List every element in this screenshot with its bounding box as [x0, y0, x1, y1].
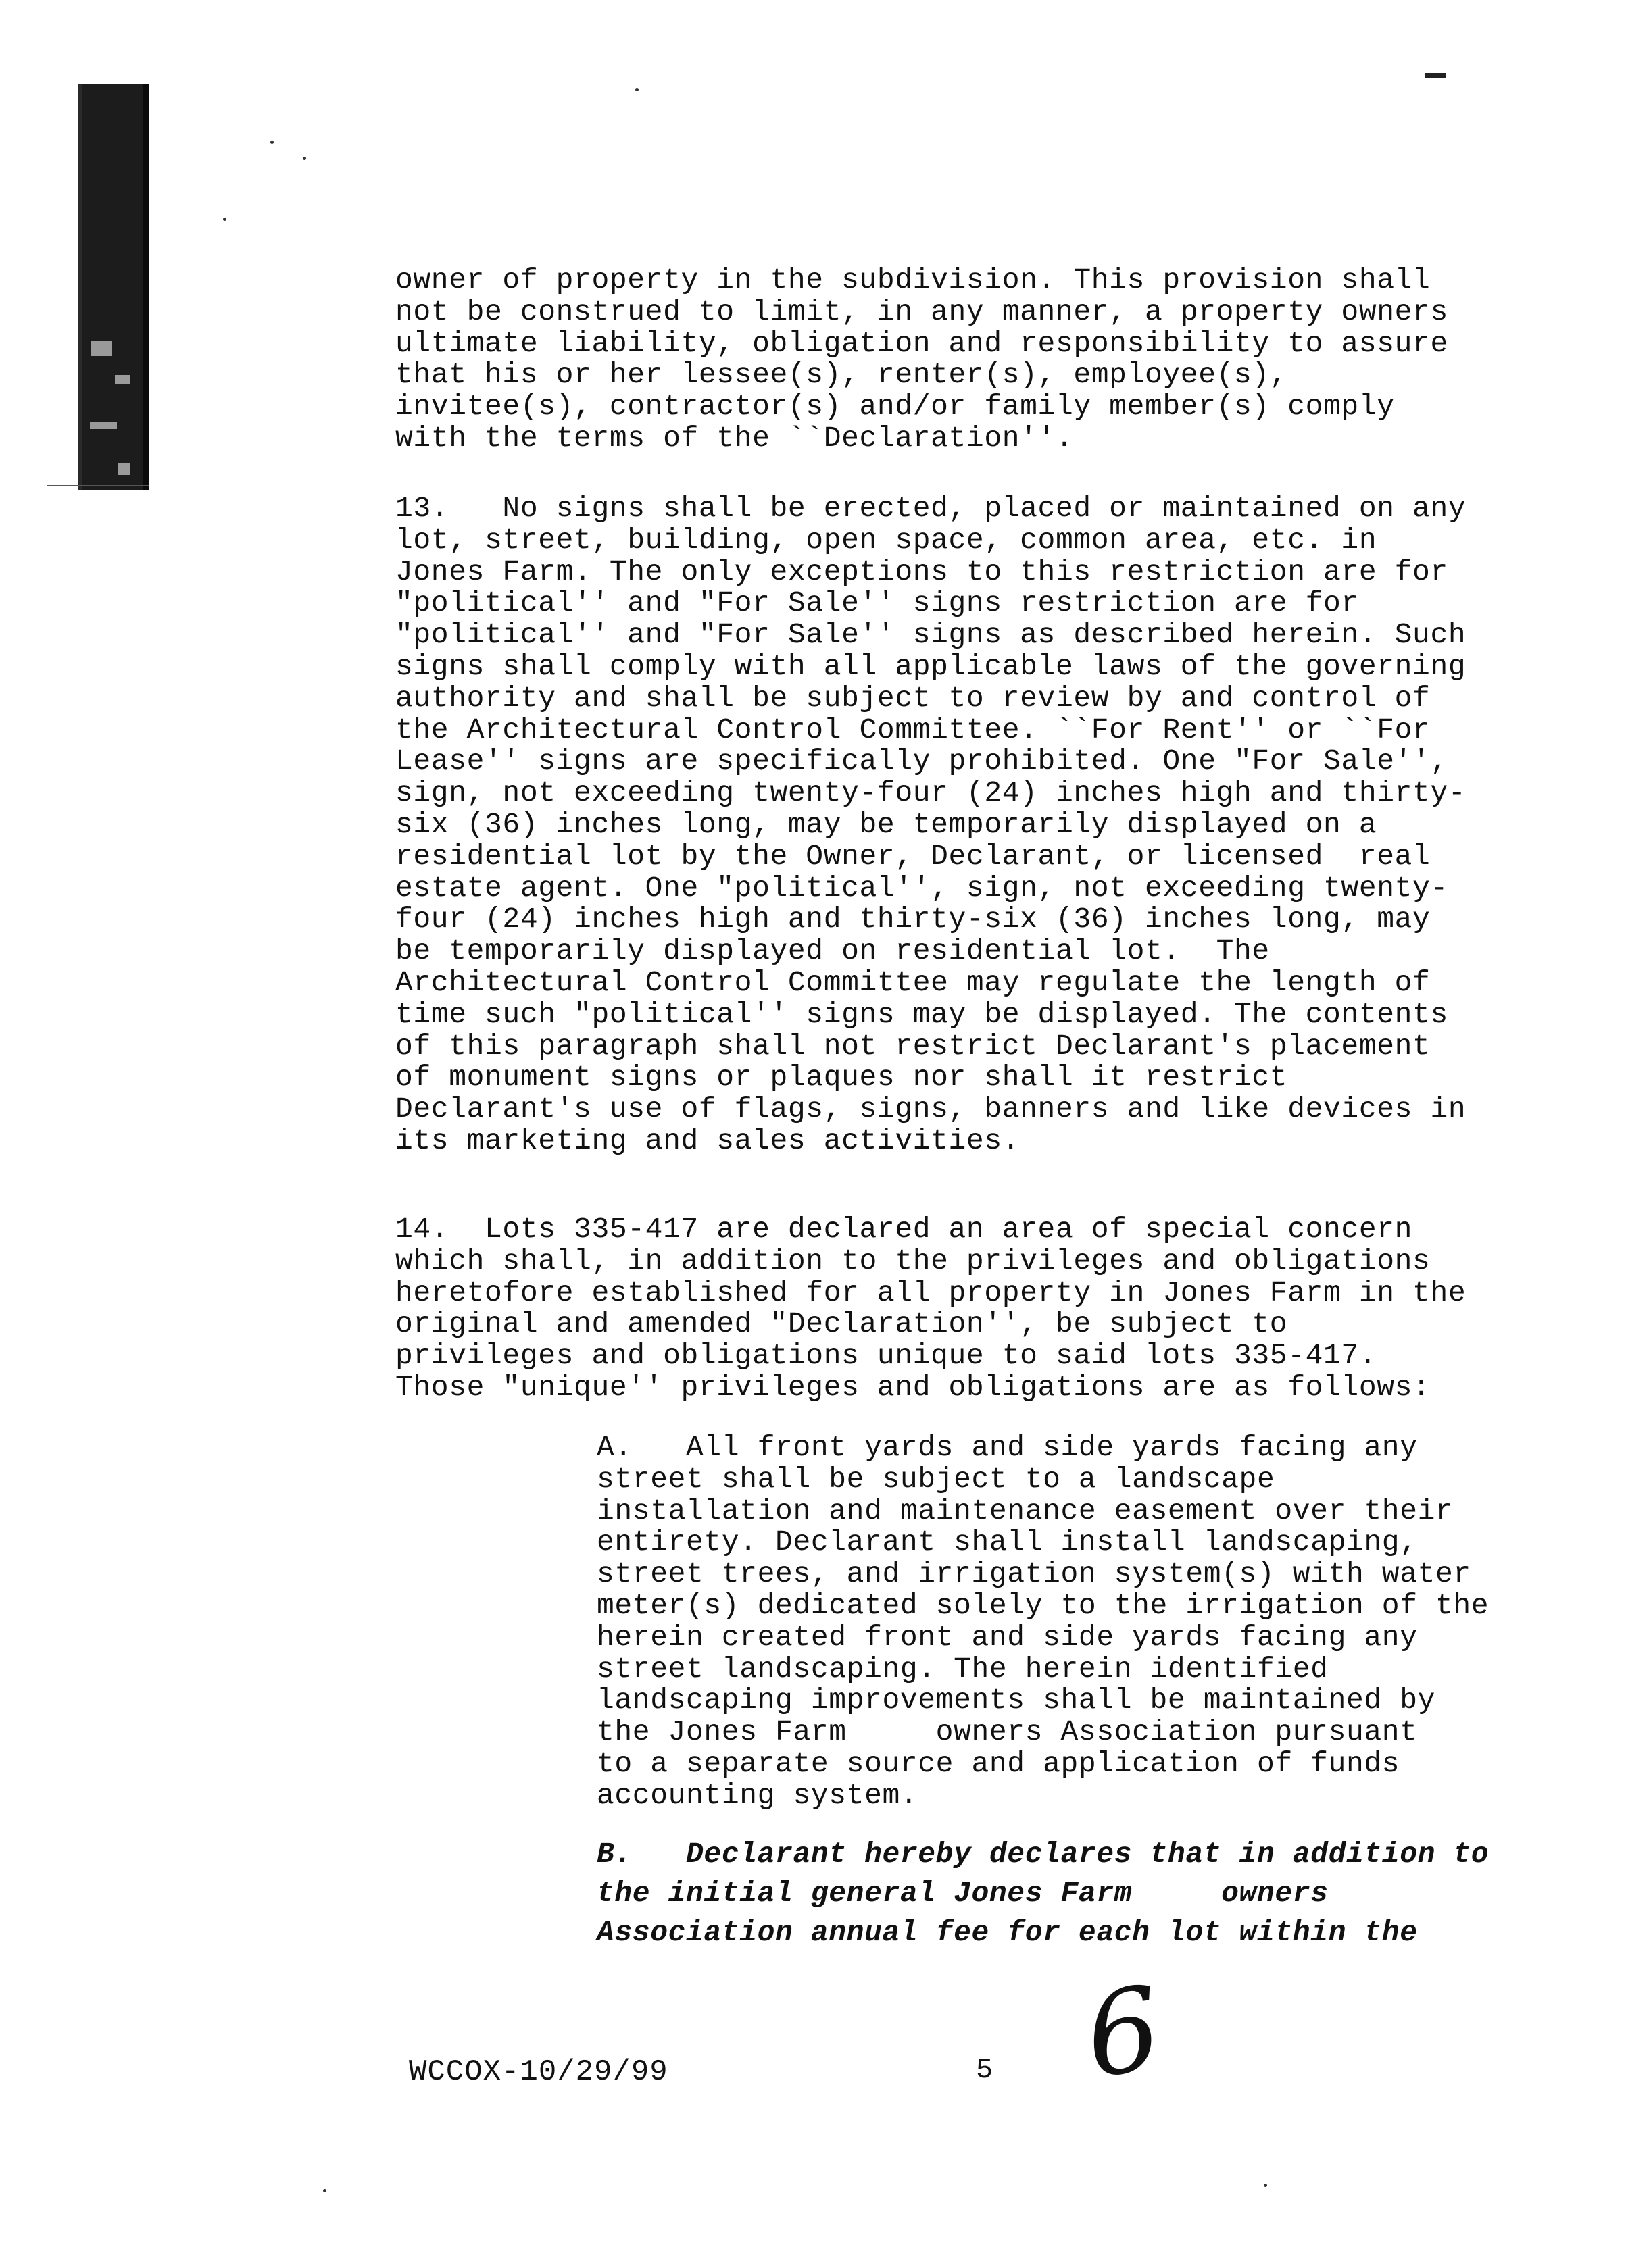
scan-speck	[323, 2189, 326, 2192]
scan-speck	[1264, 2184, 1267, 2187]
document-id: WCCOX-10/29/99	[409, 2055, 668, 2089]
scan-stamp-mark	[78, 84, 149, 490]
scan-speck	[223, 218, 226, 221]
item-a: A. All front yards and side yards facing any street shall be subject to a landscape installation and maintenance easement over their entirety. Declarant shall install landscaping, street trees, and irrigation system(s) with water meter(s) dedicated solely to the irrigation of the herein created front and side yards facing any street landscaping. The herein identified landscaping improvements shall be maintained by the Jones Farm owners Association pursuant to a separate source and application of funds accounting system.	[597, 1431, 1489, 1812]
handwritten-page-number: 6	[1077, 1961, 1169, 2105]
scan-edge-line	[47, 485, 149, 486]
scan-speck	[303, 157, 306, 160]
section-13: 13. No signs shall be erected, placed or maintained on any lot, street, building, open space, common area, etc. in Jones Farm. The only exceptions to this restriction are for "political'' and "For Sale'' signs restriction are for "political'' and "For Sale'' signs as described herein. Such signs shall comply with all applicable laws of the governing authority and shall be subject to review by and control of the Architectural Control Committee. ``For Rent'' or ``For Lease'' signs are specifically prohibited. One "For Sale'', sign, not exceeding twenty-four (24) inches high and thirty- six (36) inches long, may be temporarily displayed on a residential lot by the Owner, Declarant, or licensed real estate agent. One "political'', sign, not exceeding twenty- four (24) inches high and thirty-six (36) inches long, may be temporarily displayed on residential lot. The Architectural Control Committee may regulate the length of time such "political'' signs may be displayed. The contents of this paragraph shall not restrict Declarant's placement of monument signs or plaques nor shall it restrict Declarant's use of flags, signs, banners and like devices in its marketing and sales activities.	[395, 492, 1467, 1157]
section-14: 14. Lots 335-417 are declared an area of special concern which shall, in addition to the privileges and obligations heretofore established for all property in Jones Farm in the original and amended "Declaration'', be subject to privileges and obligations unique to said lots 335-417. Those "unique'' privileges and obligations are as follows:	[395, 1213, 1467, 1404]
paragraph-continued: owner of property in the subdivision. This provision shall not be construed to limit, in any manner, a property owners ultimate liability, obligation and responsibility to assure that his or her lessee(s), renter(s), employee(s), invitee(s), contractor(s) and/or family member(s) comply with the terms of the ``Declaration''.	[395, 263, 1448, 455]
page-number: 5	[976, 2054, 993, 2086]
scan-corner-mark	[1425, 73, 1446, 78]
scan-speck	[635, 88, 639, 91]
item-b: B. Declarant hereby declares that in addition to the initial general Jones Farm owners Association annual fee for each lot within the	[597, 1838, 1489, 1949]
scan-speck	[270, 141, 274, 144]
